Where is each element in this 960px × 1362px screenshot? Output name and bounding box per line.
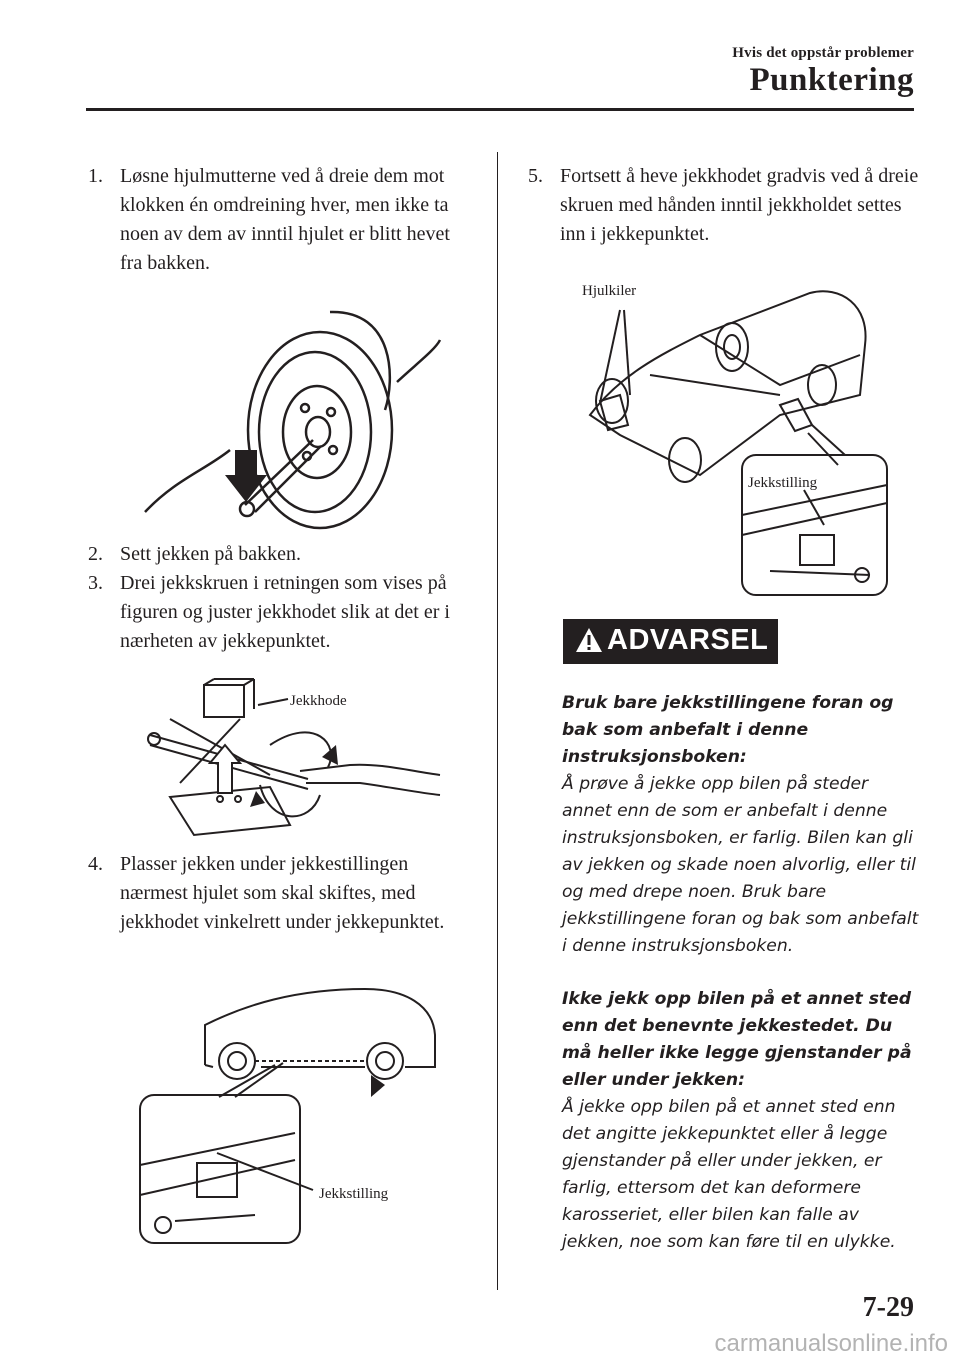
step-number: 3.	[88, 572, 103, 594]
step-text: Løsne hjulmutterne ved å dreie dem mot klokken én omdreining hver, men ikke ta noen av dem av inntil hjulet er blitt hevet fra bakken.	[120, 165, 450, 274]
watermark: carmanualsonline.info	[714, 1330, 948, 1357]
step-2	[88, 540, 473, 569]
warning-paragraph-2	[562, 986, 922, 1256]
step-3	[88, 569, 473, 656]
warning-badge	[563, 619, 778, 664]
warning-icon	[575, 627, 603, 653]
page-title: Punktering	[749, 62, 914, 98]
warning-paragraph-1	[562, 690, 922, 960]
step-text: Sett jekken på bakken.	[120, 543, 302, 565]
jack-position-label: Jekkstilling	[748, 475, 818, 491]
jack-position-label: Jekkstilling	[319, 1186, 389, 1202]
step-1	[88, 162, 473, 278]
warning-heading-2: Ikke jekk opp bilen på et annet sted enn det benevnte jekkestedet. Du må heller ikke legge gjenstander på eller under jekken:	[562, 989, 912, 1090]
warning-heading-1: Bruk bare jekkstillingene foran og bak som anbefalt i denne instruksjonsboken:	[562, 693, 894, 767]
step-text: Fortsett å heve jekkhodet gradvis ved å dreie skruen med hånden inntil jekkholdet settes inn i jekkepunktet.	[560, 165, 919, 245]
warning-badge-label: ADVARSEL	[607, 624, 769, 656]
step-number: 5.	[528, 165, 543, 187]
column-divider	[497, 152, 498, 1290]
step-5	[528, 162, 920, 249]
jack-position-illustration	[135, 985, 445, 1245]
step-text: Drei jekkskruen i retningen som vises på figuren og juster jekkhodet slik at det er i nærheten av jekkepunktet.	[120, 572, 450, 652]
step-number: 1.	[88, 165, 103, 187]
warning-body-1: Å prøve å jekke opp bilen på steder annet enn de som er anbefalt i denne instruksjonsboken, er farlig. Bilen kan gli av jekken og skade noen alvorlig, eller til og med drepe noen. Bruk bare jekkstillingene foran og bak som anbefalt i denne instruksjonsboken.	[562, 774, 919, 956]
step-4	[88, 850, 473, 937]
warning-text	[562, 690, 922, 1282]
jack-head-label: Jekkhode	[290, 693, 347, 709]
step-number: 2.	[88, 543, 103, 565]
wheel-chocks-illustration	[580, 275, 895, 600]
header-divider	[86, 108, 914, 111]
section-title: Hvis det oppstår problemer	[732, 45, 914, 61]
warning-body-2: Å jekke opp bilen på et annet sted enn det angitte jekkepunktet eller å legge gjenstander på eller under jekken, er farlig, ettersom det kan deformere karosseriet, eller bilen kan falle av jekken, noe som kan føre til en ulykke.	[562, 1097, 896, 1252]
wheel-wrench-illustration	[135, 290, 445, 530]
step-number: 4.	[88, 853, 103, 875]
step-text: Plasser jekken under jekkestillingen nærmest hjulet som skal skiftes, med jekkhodet vinkelrett under jekkepunktet.	[120, 853, 445, 933]
scissor-jack-illustration	[140, 675, 450, 845]
page-number: 7-29	[862, 1292, 914, 1323]
wheel-chocks-label: Hjulkiler	[582, 283, 637, 299]
